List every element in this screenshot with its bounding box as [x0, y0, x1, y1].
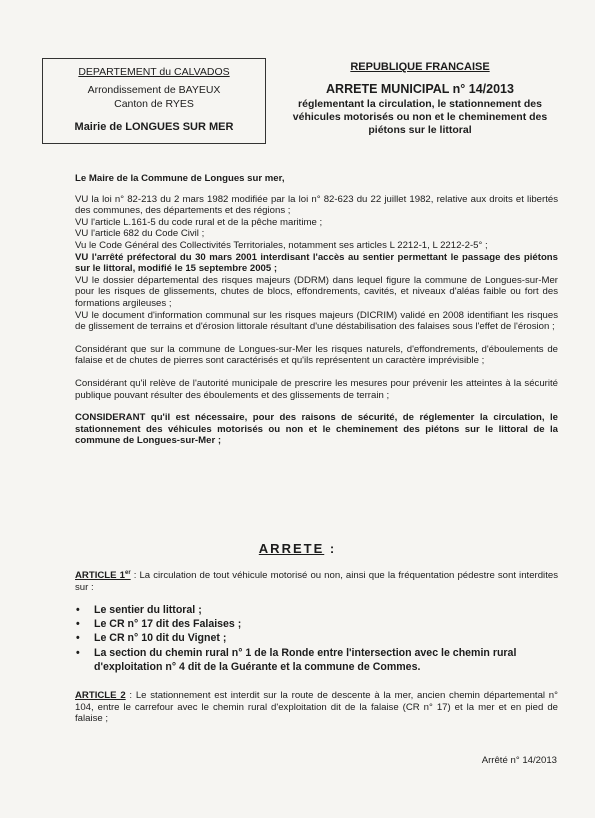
list-item: • La section du chemin rural n° 1 de la Ronde entre l'intersection avec le chemin rural d'exploitation n° 4 dit de la Guérante et la commune de Commes. — [76, 646, 517, 673]
arrete-word: ARRETE — [258, 541, 325, 556]
list-item: • Le CR n° 17 dit des Falaises ; — [76, 618, 242, 631]
list-item: • Le sentier du littoral ; — [76, 604, 202, 616]
article-1-label: ARTICLE 1er — [75, 570, 131, 582]
article-2-label: ARTICLE 2 — [75, 690, 126, 701]
mayor-line: Le Maire de la Commune de Longues sur mer, — [75, 173, 285, 184]
decree-subtitle: réglementant la circulation, le stationnement des véhicules motorisés ou non et le cheminement des piétons sur le littoral — [292, 98, 548, 136]
article-1-list — [75, 603, 560, 674]
republic-title: REPUBLIQUE FRANCAISE — [350, 61, 490, 73]
arrete-heading — [0, 541, 595, 556]
considerant-paragraph: Considérant que sur la commune de Longues-sur-Mer les risques naturels, d'effondrements, d'éboulements de falaise et de chutes de pierres sont caractérisés et qu'ils représentent un caractère imprévisible ; — [75, 343, 558, 367]
vu-paragraph: VU le dossier départemental des risques majeurs (DDRM) dans lequel figure la commune de Longues-sur-Mer pour les risques de glissements, chutes de blocs, effondrements, cavités, et niveaux d'aléas faible ou fort des formations argileuses ; — [75, 274, 558, 309]
arrondissement: Arrondissement de BAYEUX — [87, 84, 221, 96]
article-2-text: : Le stationnement est interdit sur la route de descente à la mer, ancien chemin départemental n° 104, entre le carrefour avec le chemin rural d'exploitation dit de la falaise (CR n° 17) et la mer et en pied de falaise ; — [75, 690, 558, 725]
footer-reference: Arrêté n° 14/2013 — [481, 755, 557, 766]
department-box — [42, 58, 266, 144]
decree-header — [280, 61, 560, 137]
considerant-paragraph: Considérant qu'il relève de l'autorité municipale de prescrire les mesures pour prévenir les atteintes à la sécurité publique pouvant résulter des éboulements et des glissements de terrain ; — [75, 377, 558, 401]
canton: Canton de RYES — [114, 98, 194, 110]
article-1-text: : La circulation de tout véhicule motorisé ou non, ainsi que la fréquentation pédestre sont interdites sur : — [75, 570, 558, 593]
mairie-name: Mairie de LONGUES SUR MER — [74, 121, 234, 133]
vu-paragraph: VU l'article L.161-5 du code rural et de la pêche maritime ; — [75, 216, 323, 228]
list-item: • Le CR n° 10 dit du Vignet ; — [76, 632, 227, 645]
considerant-bold: CONSIDERANT qu'il est nécessaire, pour des raisons de sécurité, de réglementer la circulation, le stationnement des véhicules motorisés ou non et le cheminement des piétons sur le littoral de la commune de Longues-sur-Mer ; — [75, 412, 558, 447]
vu-paragraph: VU l'article 682 du Code Civil ; — [75, 228, 205, 240]
article-1 — [75, 568, 558, 593]
vu-prefectoral: VU l'arrêté préfectoral du 30 mars 2001 interdisant l'accès au sentier permettant le passage des piétons sur le littoral, modifié le 15 septembre 2005 ; — [75, 251, 558, 275]
department-name: DEPARTEMENT du CALVADOS — [78, 66, 230, 78]
vu-paragraph: VU le document d'information communal sur les risques majeurs (DICRIM) validé en 2008 identifiant les risques de glissement de terrains et d'érosion littorale résultant d'une déstabilisation des falaises sous l'effet de l'érosion ; — [75, 309, 558, 333]
decree-preamble — [75, 173, 558, 447]
vu-paragraph: Vu le Code Général des Collectivités Territoriales, notamment ses articles L 2212-1, L 2212-2-5° ; — [75, 239, 488, 251]
article-2 — [75, 690, 558, 725]
vu-paragraph: VU la loi n° 82-213 du 2 mars 1982 modifiée par la loi n° 82-623 du 22 juillet 1982, relative aux droits et libertés des communes, des départements et des régions ; — [75, 193, 558, 217]
decree-title: ARRETE MUNICIPAL n° 14/2013 — [326, 82, 514, 96]
arrete-colon: : — [324, 541, 337, 556]
